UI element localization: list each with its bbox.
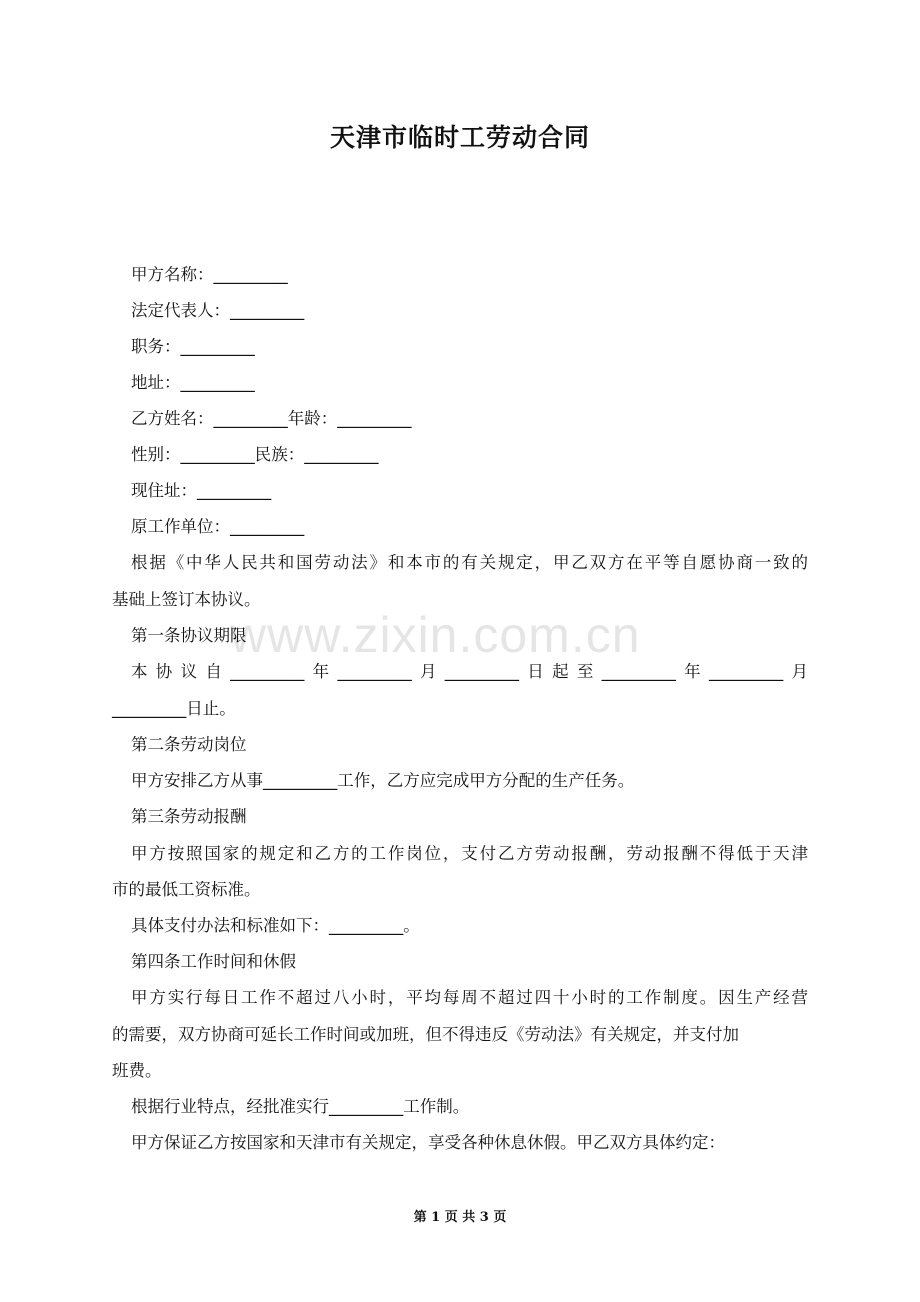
legal-representative-line: 法定代表人：_________ — [131, 301, 305, 320]
gender-ethnicity-line: 性别：_________民族：_________ — [131, 445, 379, 464]
watermark: www.zixin.com.cn — [230, 607, 641, 663]
address-line: 地址：_________ — [131, 373, 255, 392]
party-a-name-line: 甲方名称：_________ — [131, 265, 288, 284]
current-address-line: 现住址：_________ — [131, 481, 272, 500]
position-line: 职务：_________ — [131, 337, 255, 356]
article-2-heading: 第二条劳动岗位 — [131, 735, 247, 754]
preamble-line-1: 根据《中华人民共和国劳动法》和本市的有关规定，甲乙双方在平等自愿协商一致的 — [131, 553, 808, 572]
article-1-heading: 第一条协议期限 — [131, 626, 247, 645]
party-b-name-age-line: 乙方姓名：_________年龄：_________ — [131, 409, 412, 428]
article-4-text-line-1: 甲方实行每日工作不超过八小时，平均每周不超过四十小时的工作制度。因生产经营 — [131, 988, 808, 1007]
article-3-heading: 第三条劳动报酬 — [131, 807, 247, 826]
article-4-text-line-2: 的需要，双方协商可延长工作时间或加班，但不得违反《劳动法》有关规定，并支付加 — [112, 1025, 739, 1044]
payment-method-line: 具体支付办法和标准如下：_________。 — [131, 916, 420, 935]
article-3-text-line-2: 市的最低工资标准。 — [112, 880, 261, 899]
former-employer-line: 原工作单位：_________ — [131, 517, 305, 536]
article-4-text-line-3: 班费。 — [112, 1061, 162, 1080]
document-title: 天津市临时工劳动合同 — [329, 123, 590, 152]
work-system-line: 根据行业特点，经批准实行_________工作制。 — [131, 1097, 470, 1116]
article-3-text-line-1: 甲方按照国家的规定和乙方的工作岗位，支付乙方劳动报酬，劳动报酬不得低于天津 — [131, 844, 808, 863]
article-4-heading: 第四条工作时间和休假 — [131, 952, 296, 971]
preamble-line-2: 基础上签订本协议。 — [112, 590, 261, 609]
article-1-term-line-2: _________日止。 — [112, 699, 236, 718]
page-number-footer: 第 1 页 共 3 页 — [413, 1210, 507, 1225]
leave-guarantee-line: 甲方保证乙方按国家和天津市有关规定，享受各种休息休假。甲乙双方具体约定： — [131, 1133, 725, 1152]
article-1-term-line-1: 本协议自_________年_________月_________日起至_________年_________月 — [131, 662, 808, 681]
article-2-text: 甲方安排乙方从事_________工作，乙方应完成甲方分配的生产任务。 — [131, 771, 635, 790]
